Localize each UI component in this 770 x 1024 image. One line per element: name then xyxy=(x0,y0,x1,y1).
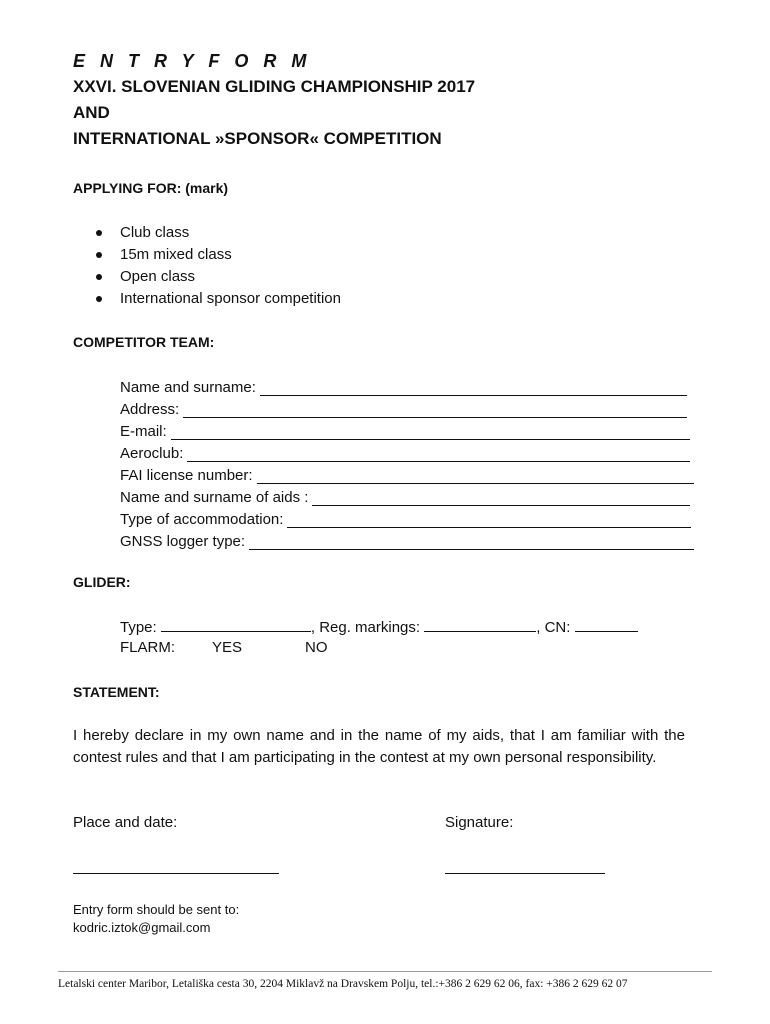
option-club-class[interactable]: Club class xyxy=(96,222,341,244)
place-date-label: Place and date: xyxy=(73,814,178,831)
name-surname-field[interactable]: Name and surname: xyxy=(120,376,687,396)
team-heading: COMPETITOR TEAM: xyxy=(73,334,215,350)
accommodation-field[interactable]: Type of accommodation: xyxy=(120,508,691,528)
email-field[interactable]: E-mail: xyxy=(120,420,690,440)
gnss-logger-field[interactable]: GNSS logger type: xyxy=(120,530,694,550)
flarm-label: FLARM: xyxy=(120,639,176,656)
class-options-list xyxy=(96,222,341,310)
competition-title: INTERNATIONAL »SPONSOR« COMPETITION xyxy=(73,129,442,148)
flarm-yes-option[interactable]: YES xyxy=(212,639,243,656)
championship-title: XXVI. SLOVENIAN GLIDING CHAMPIONSHIP 2017 xyxy=(73,77,476,96)
bullet-icon xyxy=(96,296,102,302)
bullet-icon xyxy=(96,230,102,236)
place-date-line[interactable] xyxy=(73,873,279,874)
form-title: E N T R Y F O R M xyxy=(73,51,312,71)
send-to-label: Entry form should be sent to: xyxy=(73,902,240,917)
address-field[interactable]: Address: xyxy=(120,398,687,418)
signature-line[interactable] xyxy=(445,873,605,874)
title-and: AND xyxy=(73,103,110,122)
flarm-no-option[interactable]: NO xyxy=(305,639,328,656)
statement-heading: STATEMENT: xyxy=(73,684,160,700)
send-to-email[interactable]: kodric.iztok@gmail.com xyxy=(73,920,211,935)
signature-label: Signature: xyxy=(445,814,514,831)
glider-type-input[interactable] xyxy=(161,617,311,632)
bullet-icon xyxy=(96,252,102,258)
option-15m-mixed-class[interactable]: 15m mixed class xyxy=(96,244,341,266)
option-open-class[interactable]: Open class xyxy=(96,266,341,288)
glider-heading: GLIDER: xyxy=(73,574,131,590)
aids-name-field[interactable]: Name and surname of aids : xyxy=(120,486,690,506)
glider-type-label: Type: xyxy=(120,619,157,636)
statement-text: I hereby declare in my own name and in the name of my aids, that I am familiar with the contest rules and that I am participating in the contest at my own personal responsibility. xyxy=(73,727,685,766)
footer-divider xyxy=(58,971,712,972)
reg-markings-label: , Reg. markings: xyxy=(310,619,421,636)
fai-license-field[interactable]: FAI license number: xyxy=(120,464,694,484)
cn-label: , CN: xyxy=(536,619,571,636)
option-sponsor-competition[interactable]: International sponsor competition xyxy=(96,288,341,310)
bullet-icon xyxy=(96,274,102,280)
aeroclub-field[interactable]: Aeroclub: xyxy=(120,442,690,462)
glider-row xyxy=(120,617,638,636)
reg-markings-input[interactable] xyxy=(424,617,536,632)
footer-address: Letalski center Maribor, Letališka cesta 30, 2204 Miklavž na Dravskem Polju, tel.:+386 2 629 62 06, fax: +386 2 629 62 07 xyxy=(58,978,628,990)
cn-input[interactable] xyxy=(575,617,638,632)
applying-heading: APPLYING FOR: (mark) xyxy=(73,180,229,196)
